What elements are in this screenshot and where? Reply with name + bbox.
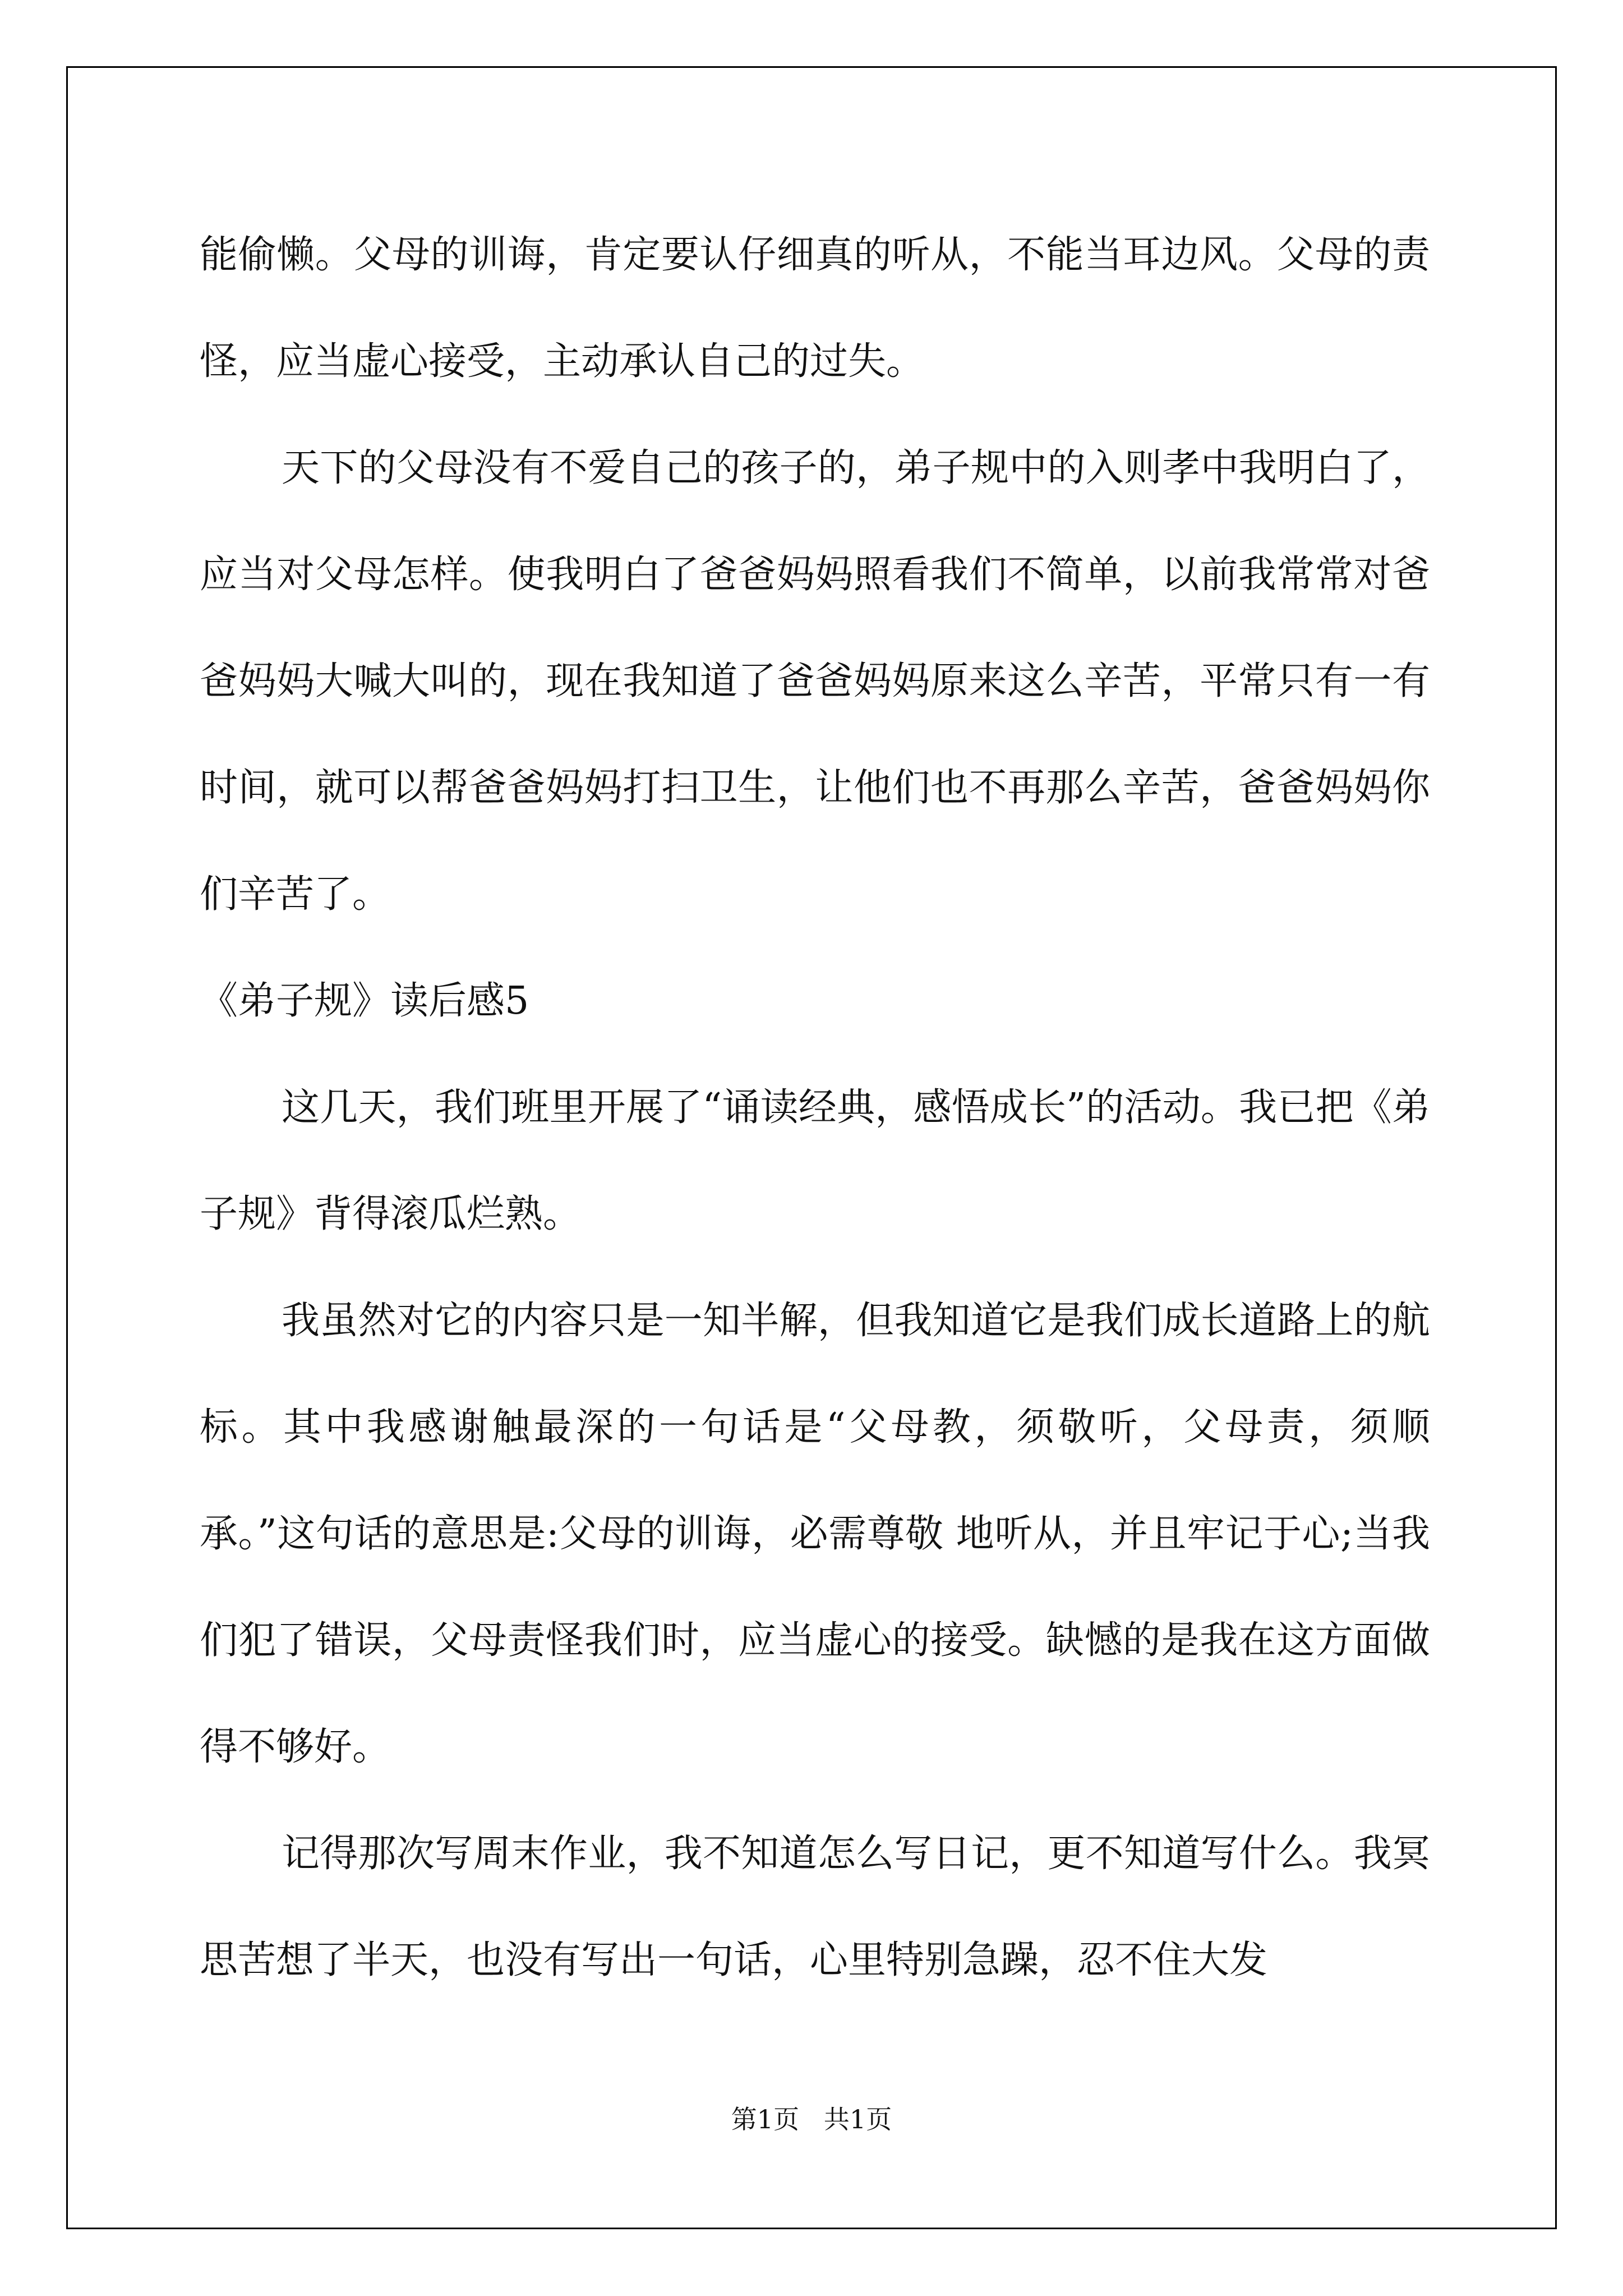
paragraph-3: 这几天，我们班里开展了“诵读经典，感悟成长”的活动。我已把《弟子规》背得滚瓜烂熟。 [200, 1085, 1430, 1236]
paragraph-5: 记得那次写周末作业，我不知道怎么写日记，更不知道写什么。我冥思苦想了半天，也没有写出一句话，心里特别急躁，忍不住大发 [200, 1832, 1430, 1982]
page-footer: 第1页 共1页 [731, 2104, 892, 2134]
paragraph-4: 我虽然对它的内容只是一知半解，但我知道它是我们成长道路上的航标。其中我感谢触最深的一句话是“父母教，须敬听，父母责，须顺承。”这句话的意思是:父母的训诲，必需尊敬 地听从，并且牢记于心;当我们犯了错误，父母责怪我们时，应当虚心的接受。缺憾的是我在这方面做得不够好。 [200, 1299, 1430, 1769]
section-heading: 《弟子规》读后感5 [200, 979, 529, 1023]
paragraph-2: 天下的父母没有不爱自己的孩子的，弟子规中的入则孝中我明白了，应当对父母怎样。使我明白了爸爸妈妈照看我们不简单，以前我常常对爸爸妈妈大喊大叫的，现在我知道了爸爸妈妈原来这么辛苦，平常只有一有时间，就可以帮爸爸妈妈打扫卫生，让他们也不再那么辛苦，爸爸妈妈你们辛苦了。 [200, 446, 1430, 917]
paragraph-1: 能偷懒。父母的训诲，肯定要认仔细真的听从，不能当耳边风。父母的责怪，应当虚心接受，主动承认自己的过失。 [200, 233, 1430, 384]
document-body [200, 202, 1430, 2014]
